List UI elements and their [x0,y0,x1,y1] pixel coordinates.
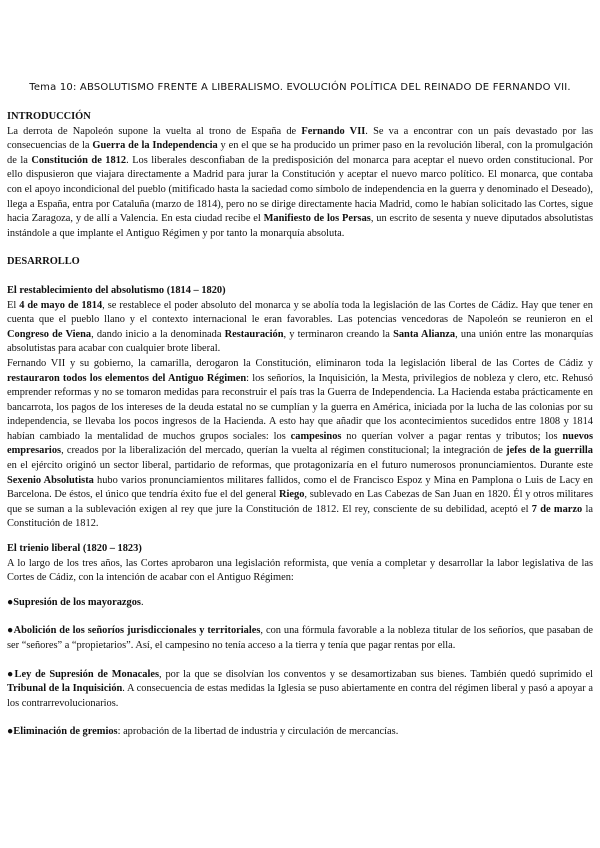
intro-text: , un escrito de sesenta y nueve diputados absolutistas instándole a que implante el Antiguo Régimen y por tanto la monarquía absoluta. [7,213,593,239]
list-item [7,596,593,611]
intro-bold-manifiesto: Manifiesto de los Persas [263,213,371,225]
s1p2-bold: nuevos empresarios [7,430,594,457]
s1p2-bold: jefes de la guerrilla [506,445,593,457]
list-item-text: . A consecuencia de estas medidas la Iglesia se puso abiertamente en contra del régimen liberal y pasó a apoyar a los contrarrevolucionarios. [7,683,593,709]
s1p1-bold: Restauración [224,328,284,340]
intro-heading: INTRODUCCIÓN [7,111,91,122]
s1p2-text: , creados por la liberalización del mercado, querían la vuelta al régimen constitucional; la integración de [61,445,507,457]
list-item-bold: Eliminación de gremios [13,726,118,738]
s1p1-text: , se restablece el poder absoluto del monarca y se abolía toda la legislación de las Cortes de Cádiz. Hay que tener en cuenta que el pueblo llano y el contexto internacional le eran favorables. Las potencias vencedoras de Napoleón se reunieron en el [7,299,593,326]
s1p1-text: El [7,299,20,311]
s1p2-text: hubo varios pronunciamientos militares fallidos, como el de Francisco Espoz y Mina en Pamplona o Luis de Lacy en Barcelona. De éstos, el único que tendría éxito fue el del general [7,474,593,501]
list-item-bold: Supresión de los mayorazgos [13,596,141,608]
list-item [7,668,593,712]
bullet-icon: ● [7,625,14,637]
list-item [7,725,593,740]
section1-paragraph-1 [7,299,593,357]
s1p1-text: , una unión entre las monarquías absolutistas para acabar con cualquier brote liberal. [7,328,593,355]
bullet-icon: ● [7,668,15,680]
list-item-bold: Abolición de los señoríos jurisdiccionales y territoriales [13,625,261,637]
s1p2-bold: campesinos [290,430,342,442]
s1p2-bold: 7 de marzo [531,503,583,515]
s1p1-bold: 4 de mayo de 1814 [19,299,103,311]
list-item-bold: Ley de Supresión de Monacales [14,668,160,680]
list-item-text: , por la que se disolvían los conventos y se desamortizaban sus bienes. También quedó suprimido el [159,668,594,680]
intro-text: La derrota de Napoleón supone la vuelta al trono de España de [7,125,302,137]
s1p2-bold: restauraron todos los elementos del Antiguo Régimen [7,372,247,384]
s1p2-text: en el ejército originó un sector liberal, partidario de reformas, que protagonizaría en el futuro numerosos pronunciamientos. Durante este [7,460,593,472]
bullet-icon: ● [7,596,14,608]
section1-paragraph-2 [7,357,593,532]
intro-bold-fernando: Fernando VII [301,125,366,137]
s1p1-bold: Congreso de Viena [7,328,92,340]
intro-text: . Se va a encontrar con un país devastado por las consecuencias de la [7,125,593,152]
document-body [7,110,593,740]
list-item-text: , con una fórmula favorable a la nobleza titular de los señoríos, que pasaban de ser “señores” a “propietarios”. Así, el campesino no tenía acceso a la tierra y tenía que pagar rentas por ella. [7,625,593,651]
s1p1-text: , y terminaron creando la [283,328,394,340]
document-title: Tema 10: ABSOLUTISMO FRENTE A LIBERALISMO. EVOLUCIÓN POLÍTICA DEL REINADO DE FERNANDO VII. [29,82,571,93]
list-item-text: : aprobación de la libertad de industria y circulación de mercancías. [117,726,399,738]
s1p2-text: Fernando VII y su gobierno, la camarilla, derogaron la Constitución, eliminaron toda la legislación liberal de las Cortes de Cádiz y [7,357,593,369]
desarrollo-heading: DESARROLLO [7,256,80,268]
intro-text: y en el que se ha producido un primer paso en la revolución liberal, con la promulgación de la [7,140,593,166]
s1p1-text: , dando inicio a la denominada [91,328,225,340]
s1p2-text: no querían volver a pagar rentas y tributos; los [341,430,563,442]
s1p2-bold: Riego [279,489,305,501]
s1p2-text: : los señoríos, la Inquisición, la Mesta, privilegios de nobleza y clero, etc. Rehusó emprender reformas y no se tomaron medidas para reconstruir el país tras la Guerra de Independencia. La Hacienda estaba prácticamente en bancarrota, los pagos de los intereses de la deuda estatal no se cumplían y la guerra en América, iniciada por la lucha de las colonias por su independencia, se llevaba los pocos ingresos de la Hacienda. A esto hay que añadir que los acontecimientos sucedidos entre 1808 y 1814 habían cambiado la mentalidad de muchos grupos sociales: los [7,372,593,442]
s1p2-text: la Constitución de 1812. [7,503,593,530]
s1p2-bold: Sexenio Absolutista [7,474,94,486]
section2-heading: El trienio liberal (1820 – 1823) [7,543,142,555]
bullet-icon: ● [7,726,14,738]
intro-paragraph [7,125,593,242]
s1p1-bold: Santa Alianza [393,328,456,340]
list-item-bold: Tribunal de la Inquisición [7,683,123,695]
intro-bold-constitucion: Constitución de 1812 [31,154,127,166]
intro-text: . Los liberales desconfiaban de la predisposición del monarca para aceptar el nuevo orden constitucional. Por ello dispusieron que viajara directamente a Madrid para jurar la Constitución y aceptar el nuevo marco político. El monarca, que contaba con el apoyo incondicional del pueblo (mitificado hasta la saciedad como símbolo de independencia en la guerra y denominado el Deseado), llega a España, entra por Cataluña (marzo de 1814), pero no se dirige directamente hacia Madrid, como le habían solicitado las Cortes, sigue hacia Zaragoza, y de allí a Valencia. En esta ciudad recibe el [7,154,593,225]
section2-intro: A lo largo de los tres años, las Cortes aprobaron una legislación reformista, que venía a completar y desarrollar la labor legislativa de las Cortes de Cádiz, con la intención de acabar con el Antiguo Régimen: [7,557,593,584]
s1p2-text: , sublevado en Las Cabezas de San Juan en 1820. Él y otros militares que se suman a la sublevación exigen al rey que jure la Constitución de 1812. El rey, consciente de su debilidad, aceptó el [7,489,594,515]
list-item-text: . [140,596,144,608]
section1-heading: El restablecimiento del absolutismo (1814 – 1820) [7,284,226,296]
list-item [7,624,593,653]
intro-bold-guerra: Guerra de la Independencia [92,140,218,152]
